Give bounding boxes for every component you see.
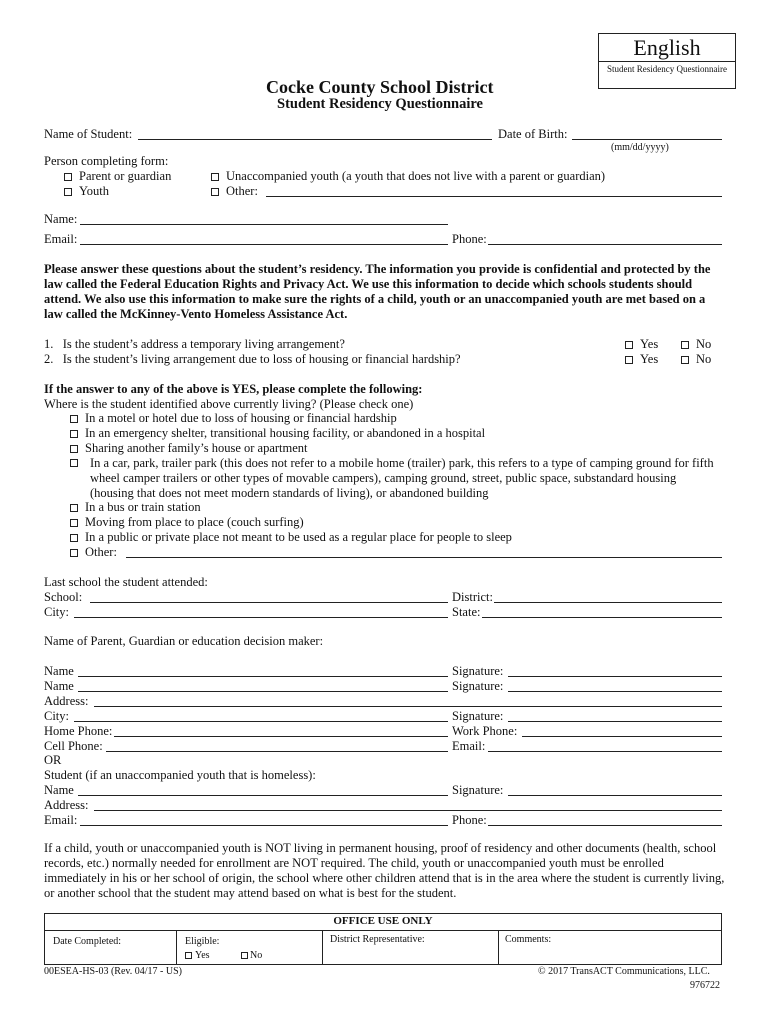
- youth-sig-label: Signature:: [452, 783, 504, 797]
- parent-email-label: Email:: [452, 739, 486, 753]
- checkbox-icon[interactable]: [681, 341, 689, 349]
- state-field[interactable]: [482, 617, 722, 618]
- living-option[interactable]: In a bus or train station: [70, 500, 201, 515]
- state-label: State:: [452, 605, 481, 619]
- other-field[interactable]: [266, 196, 722, 197]
- date-completed-label: Date Completed:: [53, 936, 122, 947]
- checkbox-icon[interactable]: [70, 415, 78, 423]
- office-col-divider: [176, 930, 177, 965]
- office-col-divider: [322, 930, 323, 965]
- option-unaccompanied-youth[interactable]: Unaccompanied youth (a youth that does not live with a parent or guardian): [211, 169, 605, 184]
- school-city-field[interactable]: [74, 617, 448, 618]
- youth-email-field[interactable]: [80, 825, 448, 826]
- last-school-label: Last school the student attended:: [44, 575, 208, 589]
- dob-hint: (mm/dd/yyyy): [611, 142, 669, 153]
- checkbox-icon[interactable]: [211, 188, 219, 196]
- district-label: District:: [452, 590, 493, 604]
- student-name-label: Name of Student:: [44, 127, 133, 141]
- language-box: [598, 33, 736, 89]
- parent-address-field[interactable]: [94, 706, 722, 707]
- language-label: English: [633, 35, 701, 60]
- checkbox-icon[interactable]: [70, 445, 78, 453]
- parent-city-label: City:: [44, 709, 70, 723]
- dob-label: Date of Birth:: [498, 127, 568, 141]
- q1-yes[interactable]: Yes: [625, 337, 658, 352]
- work-phone-field[interactable]: [522, 736, 722, 737]
- intro-paragraph: Please answer these questions about the student’s residency. The information you provide is confidential and protected by the law called the Federal Education Rights and Privacy Act. We use this information to decide which schools students should attend. We also use this information to make sure the rights of a child, youth or an unaccompanied youth are met based on a law called the McKinney-Vento Homeless Assistance Act.: [44, 262, 711, 321]
- living-option[interactable]: In an emergency shelter, transitional housing facility, or abandoned in a hospital: [70, 426, 485, 441]
- contact-phone-field[interactable]: [488, 244, 722, 245]
- checkbox-icon[interactable]: [70, 504, 78, 512]
- checkbox-icon[interactable]: [64, 188, 72, 196]
- option-youth[interactable]: Youth: [64, 184, 109, 199]
- district-name: Cocke County School District: [266, 77, 494, 97]
- parent-sig1-field[interactable]: [508, 676, 722, 677]
- school-label: School:: [44, 590, 83, 604]
- checkbox-icon[interactable]: [70, 549, 78, 557]
- contact-name-label: Name:: [44, 212, 78, 226]
- youth-sig-field[interactable]: [508, 795, 722, 796]
- district-rep-label: District Representative:: [330, 934, 425, 945]
- q1-no[interactable]: No: [681, 337, 711, 352]
- checkbox-icon[interactable]: [70, 534, 78, 542]
- cell-phone-field[interactable]: [106, 751, 448, 752]
- parent-sig2-field[interactable]: [508, 691, 722, 692]
- checkbox-icon[interactable]: [64, 173, 72, 181]
- checkbox-icon[interactable]: [681, 356, 689, 364]
- language-box-subtitle: Student Residency Questionnaire: [607, 64, 727, 74]
- youth-address-field[interactable]: [94, 810, 722, 811]
- checkbox-icon[interactable]: [185, 952, 192, 959]
- living-option[interactable]: In a motel or hotel due to loss of housing or financial hardship: [70, 411, 397, 426]
- living-other-field[interactable]: [126, 557, 722, 558]
- living-option[interactable]: Moving from place to place (couch surfing): [70, 515, 304, 530]
- parent-name1-field[interactable]: [78, 676, 448, 677]
- contact-email-field[interactable]: [80, 244, 448, 245]
- parent-name2-field[interactable]: [78, 691, 448, 692]
- form-id: 00ESEA-HS-03 (Rev. 04/17 - US): [44, 966, 182, 977]
- living-option-other[interactable]: Other:: [70, 545, 117, 560]
- home-phone-label: Home Phone:: [44, 724, 113, 738]
- living-option[interactable]: Sharing another family’s house or apartment: [70, 441, 308, 456]
- parent-city-field[interactable]: [74, 721, 448, 722]
- dob-field[interactable]: [572, 139, 722, 140]
- checkbox-icon[interactable]: [625, 341, 633, 349]
- notice-paragraph: If a child, youth or unaccompanied youth is NOT living in permanent housing, proof of residency and other documents (health, school records, etc.) normally needed for enrollment are NOT required. The child, youth or unaccompanied youth must be enrolled immediately in his or her school of origin, the school where other children attend that is in the area where the student is currently living, or another school that the student may attend based on what is best for the student.: [44, 841, 725, 900]
- copyright: © 2017 TransACT Communications, LLC.: [538, 966, 710, 977]
- option-other[interactable]: Other:: [211, 184, 258, 199]
- youth-address-label: Address:: [44, 798, 89, 812]
- youth-phone-field[interactable]: [488, 825, 722, 826]
- school-field[interactable]: [90, 602, 448, 603]
- parent-name2-label: Name: [44, 679, 74, 693]
- or-label: OR: [44, 753, 62, 767]
- checkbox-icon[interactable]: [70, 519, 78, 527]
- contact-email-label: Email:: [44, 232, 78, 246]
- parent-sig1-label: Signature:: [452, 664, 504, 678]
- checkbox-icon[interactable]: [625, 356, 633, 364]
- youth-name-field[interactable]: [78, 795, 448, 796]
- question-2: 2. Is the student’s living arrangement due to loss of housing or financial hardship?: [44, 352, 461, 366]
- parent-name1-label: Name: [44, 664, 74, 678]
- parent-sig2-label: Signature:: [452, 679, 504, 693]
- language-box-divider: [599, 61, 735, 62]
- comments-label: Comments:: [505, 934, 552, 945]
- student-name-field[interactable]: [138, 139, 492, 140]
- parent-sig3-label: Signature:: [452, 709, 504, 723]
- office-col-divider: [498, 930, 499, 965]
- parent-sig3-field[interactable]: [508, 721, 722, 722]
- option-parent-guardian[interactable]: Parent or guardian: [64, 169, 171, 184]
- living-heading: If the answer to any of the above is YES, please complete the following:: [44, 382, 423, 396]
- youth-email-label: Email:: [44, 813, 78, 827]
- living-option-multiline[interactable]: In a car, park, trailer park (this does not refer to a mobile home (trailer) park, this refers to a type of camping ground for fifth wheel camper trailers or other types of movable campers), camping ground, street, public space, substandard housing (housing that does not meet modern standards of living), or abandoned building: [70, 456, 722, 501]
- office-use-table: [44, 913, 722, 965]
- eligible-no[interactable]: No: [241, 950, 262, 962]
- district-field[interactable]: [494, 602, 722, 603]
- eligible-yes[interactable]: Yes: [185, 950, 210, 962]
- office-use-title: OFFICE USE ONLY: [333, 915, 433, 927]
- living-prompt: Where is the student identified above currently living? (Please check one): [44, 397, 414, 411]
- youth-label: Student (if an unaccompanied youth that is homeless):: [44, 768, 316, 782]
- checkbox-icon[interactable]: [211, 173, 219, 181]
- living-option[interactable]: In a public or private place not meant to be used as a regular place for people to sleep: [70, 530, 512, 545]
- cell-phone-label: Cell Phone:: [44, 739, 103, 753]
- work-phone-label: Work Phone:: [452, 724, 518, 738]
- contact-phone-label: Phone:: [452, 232, 487, 246]
- home-phone-field[interactable]: [114, 736, 448, 737]
- checkbox-icon[interactable]: [70, 430, 78, 438]
- youth-phone-label: Phone:: [452, 813, 487, 827]
- parent-label: Name of Parent, Guardian or education decision maker:: [44, 634, 324, 648]
- youth-name-label: Name: [44, 783, 74, 797]
- q2-no[interactable]: No: [681, 352, 711, 367]
- question-1: 1. Is the student’s address a temporary living arrangement?: [44, 337, 345, 351]
- document-number: 976722: [690, 980, 720, 991]
- parent-address-label: Address:: [44, 694, 89, 708]
- checkbox-icon[interactable]: [241, 952, 248, 959]
- page-title: Student Residency Questionnaire: [277, 96, 483, 112]
- parent-email-field[interactable]: [488, 751, 722, 752]
- checkbox-icon[interactable]: [70, 459, 78, 467]
- eligible-label: Eligible:: [185, 936, 220, 947]
- city-label: City:: [44, 605, 70, 619]
- office-divider: [45, 930, 721, 931]
- person-completing-label: Person completing form:: [44, 154, 169, 168]
- q2-yes[interactable]: Yes: [625, 352, 658, 367]
- contact-name-field[interactable]: [80, 224, 448, 225]
